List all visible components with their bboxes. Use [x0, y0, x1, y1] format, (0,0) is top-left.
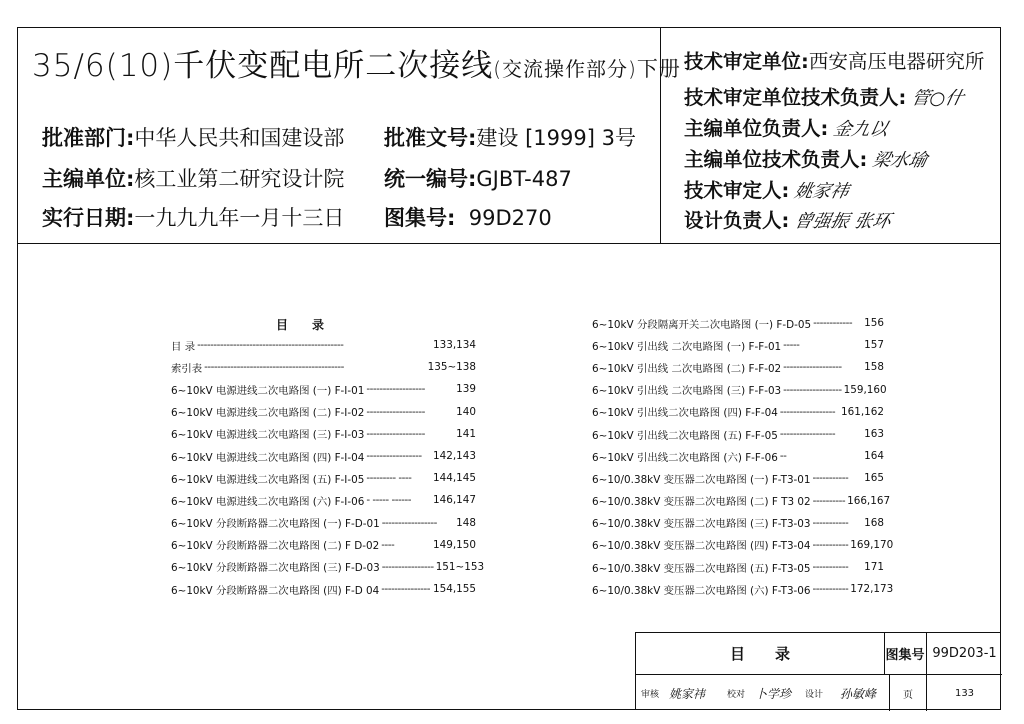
- toc-entry-label: 目 录: [171, 340, 196, 353]
- toc-entry-page: 172,173: [850, 583, 894, 596]
- tb-review-signature: 姚家祎: [668, 686, 705, 701]
- toc-entry-leader: -----------: [812, 583, 849, 596]
- toc-heading: 目 录: [276, 318, 325, 332]
- toc-entry-label: 6~10kV 分段断路器二次电路图 (四) F-D 04: [171, 584, 380, 597]
- tech-review-unit-label: 技术审定单位:: [684, 50, 809, 73]
- toc-entry-page: 157: [864, 339, 884, 352]
- toc-entry-leader: - ----- ------: [366, 494, 411, 507]
- toc-entry-page: 144,145: [433, 472, 476, 485]
- tech-reviewer-signature: 姚家祎: [792, 181, 852, 202]
- toc-entry-page: 135~138: [427, 361, 476, 374]
- toc-entry-leader: -----------: [812, 516, 849, 529]
- editor-unit-lead: [684, 113, 891, 141]
- effective-date: [42, 202, 344, 232]
- tb-page-value: 133: [954, 687, 975, 699]
- toc-entry-label: 6~10kV 引出线二次电路图 (六) F-F-06: [592, 451, 778, 464]
- toc-entry-leader: -----------------: [381, 516, 437, 529]
- editor-value: 核工业第二研究设计院: [134, 167, 345, 191]
- toc-entry: [171, 334, 476, 356]
- toc-entry-page: 139: [456, 383, 476, 396]
- tb-design-signature: 孙敏峰: [839, 686, 876, 701]
- toc-entry-leader: -----------: [812, 538, 849, 551]
- toc-entry-page: 146,147: [433, 494, 476, 507]
- unified-no-label: 统一编号:: [384, 167, 477, 191]
- approval-dept: [42, 122, 344, 152]
- toc-entry-label: 6~10kV 引出线 二次电路图 (一) F-F-01: [592, 340, 782, 353]
- design-lead-signature: 曾强振 张环: [792, 211, 893, 232]
- toc-entry-page: 151~153: [435, 560, 485, 573]
- tb-check-label: 校对: [726, 689, 745, 700]
- toc-entry-page: 154,155: [433, 583, 476, 596]
- tb-check-signature: 卜学珍: [754, 686, 791, 701]
- toc-entry: [592, 490, 891, 512]
- approval-number: [384, 122, 636, 152]
- toc-entry-page: 141: [456, 427, 476, 440]
- toc-entry-label: 6~10kV 分段断路器二次电路图 (一) F-D-01: [171, 518, 380, 531]
- toc-entry: [171, 578, 476, 600]
- toc-entry-page: 133,134: [433, 339, 476, 352]
- toc-entry-leader: ------------------: [366, 405, 425, 418]
- title-volume: 下册: [636, 57, 681, 81]
- editor-tech-lead-signature: 梁水瑜: [870, 150, 930, 171]
- toc-entry-label: 6~10kV 电源进线二次电路图 (五) F-I-05: [171, 473, 365, 486]
- toc-entry: [171, 467, 476, 489]
- toc-entry-page: 156: [864, 317, 884, 330]
- tech-reviewer: [684, 175, 852, 203]
- toc-entry-leader: --------- ----: [366, 472, 412, 485]
- editor-tech-lead-label: 主编单位技术负责人:: [684, 148, 868, 171]
- toc-entry-leader: ------------------: [366, 383, 425, 396]
- approval-dept-value: 中华人民共和国建设部: [134, 126, 345, 150]
- toc-entry-leader: ---------------------------------------------: [197, 339, 344, 352]
- toc-entry: [171, 423, 476, 445]
- toc-entry-label: 6~10kV 分段断路器二次电路图 (三) F-D-03: [171, 562, 380, 575]
- toc-entry-leader: ----------: [812, 494, 846, 507]
- toc-entry-leader: ----: [381, 538, 395, 551]
- toc-entry-leader: -----------------: [366, 450, 422, 463]
- toc-entry: [592, 334, 884, 356]
- toc-entry-label: 6~10/0.38kV 变压器二次电路图 (六) F-T3-06: [592, 584, 811, 597]
- editor-tech-lead: [684, 144, 930, 172]
- toc-entry-leader: -------------------------------------------: [204, 361, 344, 374]
- toc-entry-page: 148: [456, 516, 476, 529]
- tech-reviewer-label: 技术审定人:: [684, 179, 790, 202]
- document-title: [32, 40, 681, 85]
- toc-entry-leader: ------------------: [783, 361, 842, 374]
- effective-label: 实行日期:: [42, 206, 135, 230]
- toc-entry-page: 165: [864, 472, 884, 485]
- toc-entry: [592, 356, 884, 378]
- toc-entry: [592, 445, 884, 467]
- header-divider: [17, 243, 1001, 244]
- design-lead: [684, 205, 891, 233]
- approval-no-value: 建设 [1999] 3号: [476, 126, 636, 150]
- toc-entry-page: 159,160: [843, 383, 887, 396]
- tb-page-label: 页: [903, 689, 913, 701]
- tech-review-lead-label: 技术审定单位技术负责人:: [684, 86, 907, 109]
- unified-number: [384, 163, 572, 193]
- editor-label: 主编单位:: [42, 167, 135, 191]
- atlas-number: [384, 202, 552, 232]
- toc-entry: [592, 467, 884, 489]
- toc-entry-label: 6~10kV 分段隔离开关二次电路图 (一) F-D-05: [592, 318, 812, 331]
- toc-entry-label: 6~10kV 引出线 二次电路图 (二) F-F-02: [592, 362, 782, 375]
- toc-right-column: [592, 312, 894, 600]
- toc-entry-label: 6~10kV 电源进线二次电路图 (一) F-I-01: [171, 384, 365, 397]
- atlas-no-value: 99D270: [468, 206, 552, 230]
- toc-entry-page: 168: [864, 516, 884, 529]
- toc-entry-label: 6~10kV 引出线 二次电路图 (三) F-F-03: [592, 385, 782, 398]
- approval-no-label: 批准文号:: [384, 126, 477, 150]
- toc-entry: [171, 534, 476, 556]
- toc-entry-leader: ------------------: [366, 427, 425, 440]
- toc-entry-label: 6~10/0.38kV 变压器二次电路图 (一) F-T3-01: [592, 473, 811, 486]
- toc-entry-page: 142,143: [433, 450, 476, 463]
- toc-entry: [171, 445, 476, 467]
- toc-entry-page: 171: [864, 561, 884, 574]
- toc-entry-leader: ----------------: [381, 560, 434, 573]
- atlas-no-label: 图集号:: [384, 206, 456, 230]
- toc-entry-page: 161,162: [841, 405, 884, 418]
- toc-entry-label: 6~10/0.38kV 变压器二次电路图 (五) F-T3-05: [592, 562, 811, 575]
- toc-entry-leader: -----------------: [779, 428, 836, 441]
- toc-entry: [171, 556, 485, 578]
- editor-unit-lead-signature: 金九以: [831, 119, 891, 140]
- toc-entry-label: 6~10kV 电源进线二次电路图 (四) F-I-04: [171, 451, 365, 464]
- title-main: 35/6(10)千伏变配电所二次接线: [32, 48, 494, 84]
- toc-entry-page: 164: [864, 450, 884, 463]
- tech-review-lead-signature: 管○什: [909, 88, 966, 109]
- title-block: [635, 632, 1001, 710]
- toc-entry-label: 6~10kV 引出线二次电路图 (四) F-F-04: [592, 407, 778, 420]
- toc-entry-label: 6~10kV 分段断路器二次电路图 (二) F D-02: [171, 540, 380, 553]
- toc-entry-leader: -----------: [812, 472, 849, 485]
- toc-entry-leader: -----------: [812, 561, 849, 574]
- title-sub: (交流操作部分): [493, 57, 637, 81]
- toc-entry: [592, 534, 894, 556]
- toc-entry-label: 索引表: [171, 362, 203, 375]
- tb-design-label: 设计: [804, 689, 823, 700]
- toc-entry: [592, 556, 884, 578]
- unified-no-value: GJBT-487: [476, 167, 572, 191]
- toc-entry: [171, 356, 476, 378]
- toc-entry-page: 166,167: [847, 494, 891, 507]
- toc-entry: [171, 378, 476, 400]
- toc-entry-page: 163: [864, 428, 884, 441]
- editor-unit-lead-label: 主编单位负责人:: [684, 117, 829, 140]
- toc-entry-label: 6~10/0.38kV 变压器二次电路图 (三) F-T3-03: [592, 518, 811, 531]
- toc-entry-label: 6~10kV 电源进线二次电路图 (三) F-I-03: [171, 429, 365, 442]
- tb-atlas-no-label: 图集号: [885, 648, 925, 663]
- toc-entry: [592, 512, 884, 534]
- toc-entry-label: 6~10kV 电源进线二次电路图 (六) F-I-06: [171, 495, 365, 508]
- toc-entry-page: 169,170: [850, 538, 894, 551]
- toc-entry: [592, 578, 894, 600]
- toc-entry-leader: -----------------: [779, 405, 836, 418]
- tech-review-unit-value: 西安高压电器研究所: [808, 50, 985, 73]
- toc-entry-label: 6~10/0.38kV 变压器二次电路图 (四) F-T3-04: [592, 540, 811, 553]
- tb-sheet-title: 目 录: [729, 645, 790, 663]
- editor-unit: [42, 163, 344, 193]
- toc-entry-page: 140: [456, 405, 476, 418]
- toc-entry-page: 149,150: [433, 538, 476, 551]
- toc-entry: [592, 401, 884, 423]
- toc-entry: [592, 379, 887, 401]
- tech-review-lead: [684, 82, 964, 110]
- toc-entry: [171, 401, 476, 423]
- tb-review-label: 审核: [640, 689, 659, 700]
- approval-dept-label: 批准部门:: [42, 126, 135, 150]
- toc-entry-label: 6~10kV 电源进线二次电路图 (二) F-I-02: [171, 407, 365, 420]
- toc-entry: [171, 512, 476, 534]
- toc-entry-label: 6~10/0.38kV 变压器二次电路图 (二) F T3 02: [592, 496, 811, 509]
- effective-value: 一九九九年一月十三日: [134, 206, 345, 230]
- toc-entry-leader: ------------: [813, 317, 853, 330]
- toc-entry-leader: -----: [783, 339, 800, 352]
- toc-left-column: [171, 334, 485, 600]
- toc-entry-leader: ---------------: [381, 583, 430, 596]
- toc-entry-page: 158: [864, 361, 884, 374]
- toc-entry: [592, 312, 884, 334]
- toc-entry-label: 6~10kV 引出线二次电路图 (五) F-F-05: [592, 429, 778, 442]
- tech-review-unit: [684, 46, 984, 74]
- toc-entry-leader: ------------------: [783, 383, 842, 396]
- toc-entry: [592, 423, 884, 445]
- toc-entry-leader: --: [779, 450, 787, 463]
- design-lead-label: 设计负责人:: [684, 209, 790, 232]
- toc-entry: [171, 489, 476, 511]
- tb-atlas-no-value: 99D203-1: [932, 646, 997, 661]
